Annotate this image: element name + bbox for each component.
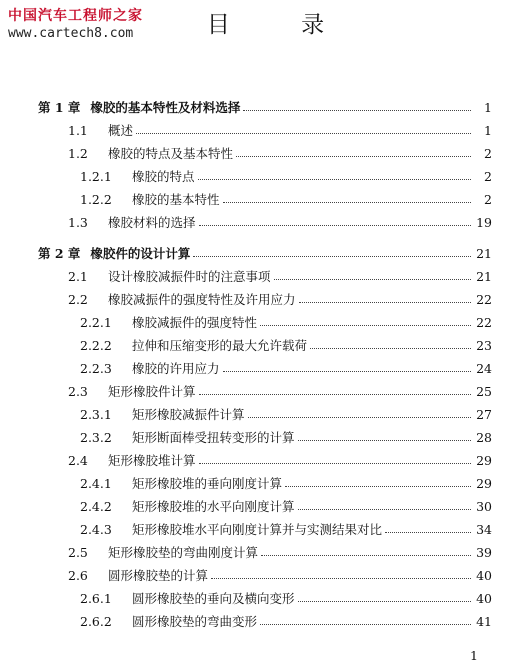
table-of-contents bbox=[38, 96, 492, 633]
page-number: 1 bbox=[470, 648, 478, 663]
toc-entry-page: 1 bbox=[484, 123, 492, 138]
toc-entry-number: 2.4 bbox=[68, 453, 88, 468]
toc-entry-page: 28 bbox=[476, 430, 492, 445]
toc-entry-page: 41 bbox=[476, 614, 492, 629]
toc-dot-leader bbox=[285, 472, 471, 487]
toc-entry-row[interactable] bbox=[38, 311, 492, 334]
toc-entry-title: 橡胶的特点 bbox=[132, 169, 195, 184]
toc-entry-page: 2 bbox=[484, 146, 492, 161]
toc-entry-row[interactable] bbox=[38, 142, 492, 165]
toc-entry-page: 22 bbox=[476, 315, 492, 330]
toc-entry-title: 设计橡胶减振件时的注意事项 bbox=[108, 269, 271, 284]
toc-entry-number: 2.4.2 bbox=[80, 499, 112, 514]
toc-entry-number: 2.6 bbox=[68, 568, 88, 583]
toc-entry-number: 第 1 章 bbox=[38, 100, 81, 115]
toc-entry-number: 第 2 章 bbox=[38, 246, 81, 261]
toc-dot-leader bbox=[243, 96, 471, 111]
toc-entry-page: 22 bbox=[476, 292, 492, 307]
toc-dot-leader bbox=[248, 403, 471, 418]
toc-entry-number: 2.3 bbox=[68, 384, 88, 399]
toc-dot-leader bbox=[298, 587, 471, 602]
toc-entry-page: 40 bbox=[476, 568, 492, 583]
toc-chapter-row[interactable] bbox=[38, 242, 492, 265]
toc-entry-title: 矩形橡胶垫的弯曲刚度计算 bbox=[108, 545, 259, 560]
toc-dot-leader bbox=[199, 449, 471, 464]
toc-entry-page: 19 bbox=[476, 215, 492, 230]
toc-entry-row[interactable] bbox=[38, 334, 492, 357]
watermark-site-name: 中国汽车工程师之家 bbox=[8, 8, 143, 24]
toc-entry-title: 橡胶的基本特性及材料选择 bbox=[90, 100, 241, 115]
toc-entry-number: 2.6.2 bbox=[80, 614, 112, 629]
watermark-url: www.cartech8.com bbox=[8, 26, 134, 41]
toc-entry-row[interactable] bbox=[38, 541, 492, 564]
toc-dot-leader bbox=[211, 564, 471, 579]
toc-entry-row[interactable] bbox=[38, 449, 492, 472]
toc-dot-leader bbox=[298, 495, 471, 510]
toc-entry-number: 2.5 bbox=[68, 545, 88, 560]
toc-dot-leader bbox=[310, 334, 471, 349]
toc-entry-number: 2.2.2 bbox=[80, 338, 112, 353]
toc-dot-leader bbox=[274, 265, 471, 280]
toc-entry-title: 矩形橡胶减振件计算 bbox=[132, 407, 245, 422]
toc-entry-row[interactable] bbox=[38, 119, 492, 142]
toc-entry-number: 2.3.2 bbox=[80, 430, 112, 445]
toc-entry-title: 橡胶的特点及基本特性 bbox=[108, 146, 234, 161]
toc-dot-leader bbox=[136, 119, 471, 134]
toc-dot-leader bbox=[198, 165, 471, 180]
toc-entry-row[interactable] bbox=[38, 288, 492, 311]
toc-entry-title: 矩形橡胶堆水平向刚度计算并与实测结果对比 bbox=[132, 522, 383, 537]
toc-entry-page: 21 bbox=[476, 269, 492, 284]
toc-entry-page: 2 bbox=[484, 192, 492, 207]
toc-entry-number: 1.2 bbox=[68, 146, 88, 161]
toc-dot-leader bbox=[236, 142, 471, 157]
toc-entry-title: 橡胶的基本特性 bbox=[132, 192, 220, 207]
toc-entry-page: 29 bbox=[476, 453, 492, 468]
toc-entry-title: 橡胶的许用应力 bbox=[132, 361, 220, 376]
toc-entry-row[interactable] bbox=[38, 403, 492, 426]
toc-entry-title: 橡胶材料的选择 bbox=[108, 215, 196, 230]
toc-dot-leader bbox=[260, 610, 471, 625]
toc-entry-page: 24 bbox=[476, 361, 492, 376]
toc-dot-leader bbox=[199, 211, 471, 226]
toc-entry-number: 2.1 bbox=[68, 269, 88, 284]
toc-entry-row[interactable] bbox=[38, 564, 492, 587]
toc-entry-title: 圆形橡胶垫的垂向及横向变形 bbox=[132, 591, 295, 606]
toc-entry-row[interactable] bbox=[38, 380, 492, 403]
toc-entry-page: 29 bbox=[476, 476, 492, 491]
toc-entry-title: 矩形橡胶堆的水平向刚度计算 bbox=[132, 499, 295, 514]
toc-entry-title: 拉伸和压缩变形的最大允许载荷 bbox=[132, 338, 308, 353]
toc-entry-row[interactable] bbox=[38, 211, 492, 234]
toc-entry-title: 圆形橡胶垫的计算 bbox=[108, 568, 209, 583]
toc-dot-leader bbox=[223, 357, 471, 372]
toc-entry-number: 2.6.1 bbox=[80, 591, 112, 606]
toc-entry-page: 39 bbox=[476, 545, 492, 560]
toc-chapter-row[interactable] bbox=[38, 96, 492, 119]
toc-entry-title: 矩形橡胶堆的垂向刚度计算 bbox=[132, 476, 283, 491]
toc-entry-page: 23 bbox=[476, 338, 492, 353]
toc-dot-leader bbox=[298, 426, 471, 441]
toc-entry-title: 概述 bbox=[108, 123, 134, 138]
toc-entry-page: 2 bbox=[484, 169, 492, 184]
toc-dot-leader bbox=[193, 242, 471, 257]
toc-entry-page: 30 bbox=[476, 499, 492, 514]
toc-entry-number: 2.4.3 bbox=[80, 522, 112, 537]
toc-entry-number: 1.1 bbox=[68, 123, 88, 138]
toc-entry-row[interactable] bbox=[38, 587, 492, 610]
toc-entry-row[interactable] bbox=[38, 495, 492, 518]
toc-entry-number: 1.2.2 bbox=[80, 192, 112, 207]
toc-entry-page: 27 bbox=[476, 407, 492, 422]
toc-dot-leader bbox=[199, 380, 471, 395]
toc-entry-title: 矩形断面棒受扭转变形的计算 bbox=[132, 430, 295, 445]
toc-entry-page: 21 bbox=[476, 246, 492, 261]
toc-entry-page: 34 bbox=[476, 522, 492, 537]
toc-entry-number: 2.4.1 bbox=[80, 476, 112, 491]
page-title: 目 录 bbox=[206, 12, 357, 38]
toc-entry-title: 矩形橡胶件计算 bbox=[108, 384, 196, 399]
toc-entry-number: 1.3 bbox=[68, 215, 88, 230]
toc-entry-page: 25 bbox=[476, 384, 492, 399]
toc-entry-number: 2.3.1 bbox=[80, 407, 112, 422]
toc-entry-title: 橡胶减振件的强度特性及许用应力 bbox=[108, 292, 296, 307]
toc-entry-row[interactable] bbox=[38, 265, 492, 288]
toc-dot-leader bbox=[260, 311, 471, 326]
toc-entry-number: 2.2 bbox=[68, 292, 88, 307]
toc-entry-number: 1.2.1 bbox=[80, 169, 112, 184]
toc-entry-row[interactable] bbox=[38, 357, 492, 380]
toc-entry-row[interactable] bbox=[38, 426, 492, 449]
toc-entry-title: 橡胶件的设计计算 bbox=[90, 246, 191, 261]
toc-entry-page: 40 bbox=[476, 591, 492, 606]
toc-entry-page: 1 bbox=[484, 100, 492, 115]
toc-entry-row[interactable] bbox=[38, 610, 492, 633]
toc-entry-number: 2.2.1 bbox=[80, 315, 112, 330]
toc-entry-title: 矩形橡胶堆计算 bbox=[108, 453, 196, 468]
toc-entry-number: 2.2.3 bbox=[80, 361, 112, 376]
toc-entry-row[interactable] bbox=[38, 472, 492, 495]
toc-entry-row[interactable] bbox=[38, 518, 492, 541]
toc-entry-row[interactable] bbox=[38, 165, 492, 188]
toc-entry-title: 橡胶减振件的强度特性 bbox=[132, 315, 258, 330]
toc-dot-leader bbox=[385, 518, 471, 533]
toc-entry-title: 圆形橡胶垫的弯曲变形 bbox=[132, 614, 258, 629]
toc-dot-leader bbox=[223, 188, 471, 203]
chapter-gap bbox=[38, 234, 492, 242]
toc-entry-row[interactable] bbox=[38, 188, 492, 211]
toc-dot-leader bbox=[299, 288, 471, 303]
toc-dot-leader bbox=[261, 541, 471, 556]
